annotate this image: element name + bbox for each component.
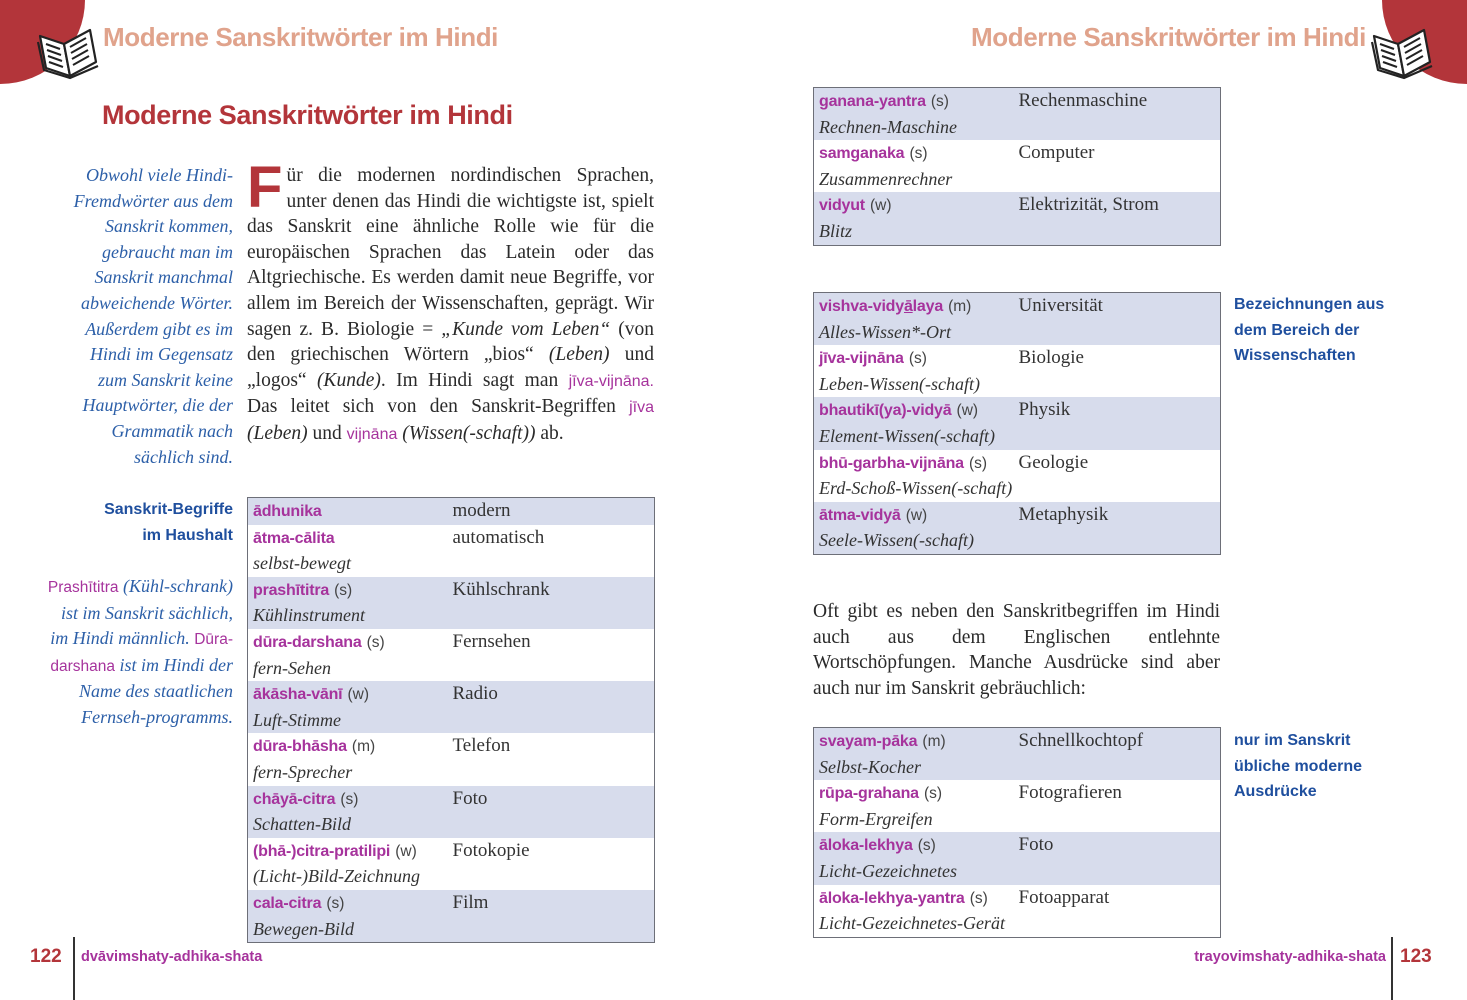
drop-cap: F — [247, 155, 283, 220]
sanskrit-term: vidyut — [819, 197, 865, 215]
open-book-icon — [1368, 22, 1434, 80]
vocab-entry — [814, 88, 1221, 115]
vocab-entry — [248, 577, 655, 604]
translation: Rechenmaschine — [1014, 88, 1221, 115]
literal-meaning: Licht-Gezeichnetes-Gerät — [819, 913, 1005, 934]
side-note-line: Sanskrit manchmal — [94, 267, 233, 288]
gender-marker: (w) — [395, 842, 417, 860]
page-number-right: 123 — [1400, 946, 1432, 967]
side-note-intro — [40, 163, 233, 470]
term-cell — [814, 832, 1014, 859]
sanskrit-term: chāyā-citra — [253, 790, 336, 808]
translation: Metaphysik — [1014, 502, 1221, 529]
sanskrit-term: jīva-vijnāna. — [568, 372, 654, 390]
gender-marker: (w) — [870, 197, 892, 215]
sanskrit-term: Dūra-darshana — [50, 631, 233, 675]
sanskrit-term: bhautikī(ya)-vidyā — [819, 402, 952, 420]
side-note-line: zum Sanskrit keine — [98, 369, 233, 390]
gender-marker: (s) — [968, 454, 988, 472]
side-heading-line: übliche moderne — [1234, 757, 1363, 775]
sanskrit-term: dūra-bhāsha — [253, 738, 347, 756]
translation: Computer — [1018, 142, 1095, 164]
sanskrit-term: āloka-lekhya — [819, 837, 913, 855]
term-cell — [248, 525, 448, 552]
translation: Foto — [448, 786, 655, 813]
literal-meaning: Leben-Wissen(-schaft) — [819, 373, 980, 394]
translation: Fotoapparat — [1018, 886, 1110, 908]
sanskrit-term: svayam-pāka — [819, 733, 918, 750]
side-note-line: Außerdem gibt es im — [85, 318, 233, 339]
side-note-line: Sanskrit kommen, — [105, 216, 233, 237]
side-heading-sanskrit-only — [1234, 728, 1434, 805]
term-cell — [248, 890, 448, 917]
sanskrit-term: prashītitra — [253, 581, 330, 599]
term-cell — [814, 885, 1014, 912]
term-cell — [248, 786, 448, 813]
gender-marker: (s) — [326, 894, 345, 912]
literal-meaning: Schatten-Bild — [248, 812, 655, 838]
side-note-household: Prashītitra (Kühl-schrank) ist im Sanskrit sächlich, im Hindi männlich. Dūra-darshana ist im Hindi der Name des staatlichen Fernseh-programms. — [47, 576, 233, 727]
term-cell — [814, 293, 1014, 320]
literal-meaning: Luft-Stimme — [248, 708, 655, 734]
vocab-entry — [814, 192, 1221, 219]
vocab-table-household — [247, 497, 655, 943]
side-note-line: gebraucht man im — [102, 241, 233, 262]
side-note-line: Obwohl viele Hindi- — [86, 165, 233, 185]
literal-meaning: Selbst-Kocher — [814, 755, 1221, 781]
gender-marker: (s) — [908, 350, 927, 368]
literal-meaning: Element-Wissen(-schaft) — [814, 424, 1221, 450]
literal-meaning: Licht-Gezeichnetes — [814, 859, 1221, 885]
term-cell — [814, 728, 1014, 755]
side-heading-line: dem Bereich der — [1234, 321, 1360, 339]
sanskrit-term: ganana-yantra — [819, 93, 926, 110]
gender-marker: (w) — [347, 686, 370, 704]
side-note-line: sächlich sind. — [134, 446, 233, 467]
translation: Film — [448, 890, 655, 917]
translation: Kühlschrank — [448, 577, 655, 604]
vocab-entry — [814, 345, 1221, 372]
sanskrit-term: rūpa-grahana — [819, 785, 919, 803]
translation: Elektrizität, Strom — [1014, 192, 1221, 219]
open-book-icon — [34, 22, 100, 80]
sanskrit-term: (bhā-)citra-pratilipi — [253, 842, 391, 860]
page-title: Moderne Sanskritwörter im Hindi — [102, 100, 513, 130]
footer-rule-left — [73, 937, 75, 1000]
side-note-line: Hauptwörter, die der — [82, 395, 233, 416]
sanskrit-term: bhū-garbha-vijnāna — [819, 454, 964, 472]
vocab-table-sciences — [813, 292, 1221, 555]
term-cell — [814, 192, 1014, 219]
vocab-entry — [248, 681, 655, 708]
literal-meaning: Rechnen-Maschine — [814, 115, 1221, 141]
translation: Fernsehen — [452, 630, 531, 652]
side-note-line: abweichende Wörter. — [81, 292, 233, 313]
literal-meaning: Bewegen-Bild — [248, 917, 655, 943]
vocab-entry — [248, 890, 655, 917]
translation: Fotografieren — [1018, 782, 1122, 804]
gender-marker: (s) — [366, 633, 385, 651]
side-heading-household — [40, 497, 233, 548]
translation: automatisch — [452, 526, 545, 548]
translation: Biologie — [1018, 347, 1084, 369]
vocab-table-sanskrit-only — [813, 727, 1221, 938]
gender-marker: (w) — [905, 506, 928, 524]
literal-meaning: selbst-bewegt — [253, 553, 351, 574]
running-head-left: Moderne Sanskritwörter im Hindi — [103, 22, 499, 52]
translation: Telefon — [452, 735, 511, 757]
term-cell — [814, 88, 1014, 115]
vocab-entry — [814, 450, 1221, 477]
sanskrit-term: cala-citra — [253, 894, 322, 912]
vocab-entry — [814, 140, 1221, 167]
vocab-entry — [248, 786, 655, 813]
footer-rule-right — [1391, 937, 1393, 1000]
sanskrit-term: vishva-vidyālaya — [819, 298, 944, 315]
term-cell — [248, 577, 448, 604]
vocab-entry — [248, 525, 655, 552]
term-cell — [814, 450, 1014, 477]
sanskrit-term: āloka-lekhya-yantra — [819, 889, 965, 907]
gender-marker: (s) — [969, 889, 988, 907]
translation: Radio — [448, 681, 655, 708]
term-cell — [814, 780, 1014, 807]
literal-meaning: fern-Sehen — [253, 657, 331, 678]
term-cell — [814, 345, 1014, 372]
literal-meaning: Blitz — [814, 219, 1221, 245]
term-cell — [814, 140, 1014, 167]
literal-meaning: Zusammenrechner — [819, 168, 953, 189]
side-heading-line: nur im Sanskrit — [1234, 732, 1351, 749]
gender-marker: (m) — [922, 733, 946, 750]
sanskrit-term: vijnāna — [346, 425, 398, 443]
side-heading-line: Sanskrit-Begriffe — [104, 501, 233, 518]
sanskrit-term: jīva — [629, 399, 654, 417]
translation: Fotokopie — [452, 839, 530, 861]
literal-meaning: Kühlinstrument — [248, 603, 655, 629]
translation: Geologie — [1018, 451, 1089, 473]
vocab-entry — [814, 502, 1221, 529]
vocab-entry — [248, 838, 655, 865]
vocab-entry — [248, 629, 655, 656]
term-cell — [814, 397, 1014, 424]
vocab-entry — [814, 397, 1221, 424]
translation: modern — [448, 498, 655, 525]
gender-marker: (s) — [917, 837, 936, 855]
literal-meaning: Alles-Wissen*-Ort — [814, 320, 1221, 346]
gender-marker: (s) — [930, 93, 949, 110]
side-heading-line: Bezeichnungen aus — [1234, 296, 1385, 313]
gender-marker: (s) — [334, 581, 353, 599]
vocab-table-computing — [813, 87, 1221, 246]
vocab-entry — [814, 832, 1221, 859]
vocab-entry — [248, 498, 655, 525]
side-heading-sciences — [1234, 292, 1434, 369]
side-note-line: Fremdwörter aus dem — [73, 190, 233, 211]
literal-meaning: (Licht-)Bild-Zeichnung — [253, 866, 420, 887]
page-number-left: 122 — [30, 946, 62, 967]
sanskrit-term: ākāsha-vānī — [253, 686, 343, 704]
sanskrit-term: ādhunika — [253, 503, 322, 520]
vocab-entry — [814, 728, 1221, 755]
literal-meaning: Seele-Wissen(-schaft) — [814, 528, 1221, 554]
literal-meaning: Form-Ergreifen — [819, 808, 933, 829]
term-cell — [248, 838, 448, 865]
sanskrit-term: ātma-cālita — [253, 529, 335, 547]
term-cell — [248, 733, 448, 760]
side-note-line: Grammatik nach — [111, 420, 233, 441]
literal-meaning: Erd-Schoß-Wissen(-schaft) — [819, 478, 1013, 499]
gender-marker: (m) — [351, 738, 376, 756]
side-heading-line: im Haushalt — [142, 526, 233, 544]
translation: Schnellkochtopf — [1014, 728, 1221, 755]
term-cell — [248, 681, 448, 708]
sanskrit-term: ātma-vidyā — [819, 506, 901, 524]
term-cell — [814, 502, 1014, 529]
translation: Physik — [1014, 397, 1221, 424]
gender-marker: (w) — [956, 402, 979, 420]
side-heading-line: Wissenschaften — [1234, 347, 1356, 365]
translation: Universität — [1014, 293, 1221, 320]
term-cell — [248, 629, 448, 656]
gender-marker: (s) — [923, 785, 943, 803]
side-note-line: Hindi im Gegensatz — [90, 344, 233, 365]
intro-paragraph: Für die modernen nordindischen Sprachen, unter denen das Hindi die wichtigste ist, spielt das Sanskrit eine ähnliche Rolle wie für die europäischen Sprachen das Latein oder das Altgriechische. Es werden damit neue Begriffe, vor allem im Bereich der Wissenschaften, geprägt. Wir sagen z. B. Biologie = „Kunde vom Leben“ (von den griechischen Wörtern „bios“ (Leben) und „logos“ (Kunde). Im Hindi sagt man jīva-vijnāna. Das leitet sich von den Sanskrit-Begriffen jīva (Leben) und vijnāna (Wissen(-schaft)) ab. — [247, 155, 655, 444]
vocab-entry — [248, 733, 655, 760]
footer-number-word-left: dvāvimshaty-adhika-shata — [81, 949, 263, 965]
sanskrit-term: Prashītitra — [47, 579, 119, 596]
running-head-right: Moderne Sanskritwörter im Hindi — [970, 22, 1366, 52]
vocab-entry — [814, 293, 1221, 320]
term-cell — [248, 498, 448, 525]
sanskrit-term: jīva-vijnāna — [819, 350, 904, 368]
vocab-entry — [814, 780, 1221, 807]
sanskrit-term: dūra-darshana — [253, 633, 362, 651]
gender-marker: (s) — [909, 145, 928, 163]
sanskrit-term: samganaka — [819, 145, 905, 163]
literal-meaning: fern-Sprecher — [253, 761, 353, 782]
vocab-entry — [814, 885, 1221, 912]
gender-marker: (s) — [340, 790, 359, 808]
sanskrit-only-paragraph: Oft gibt es neben den Sanskritbegriffen im Hindi auch aus dem Englischen entlehnte Wortschöpfungen. Manche Ausdrücke sind aber auch nur im Sanskrit gebräuchlich: — [813, 601, 1220, 699]
side-heading-line: Ausdrücke — [1234, 783, 1317, 801]
footer-number-word-right: trayovimshaty-adhika-shata — [1194, 949, 1386, 965]
gender-marker: (m) — [948, 298, 972, 315]
translation: Foto — [1014, 832, 1221, 859]
